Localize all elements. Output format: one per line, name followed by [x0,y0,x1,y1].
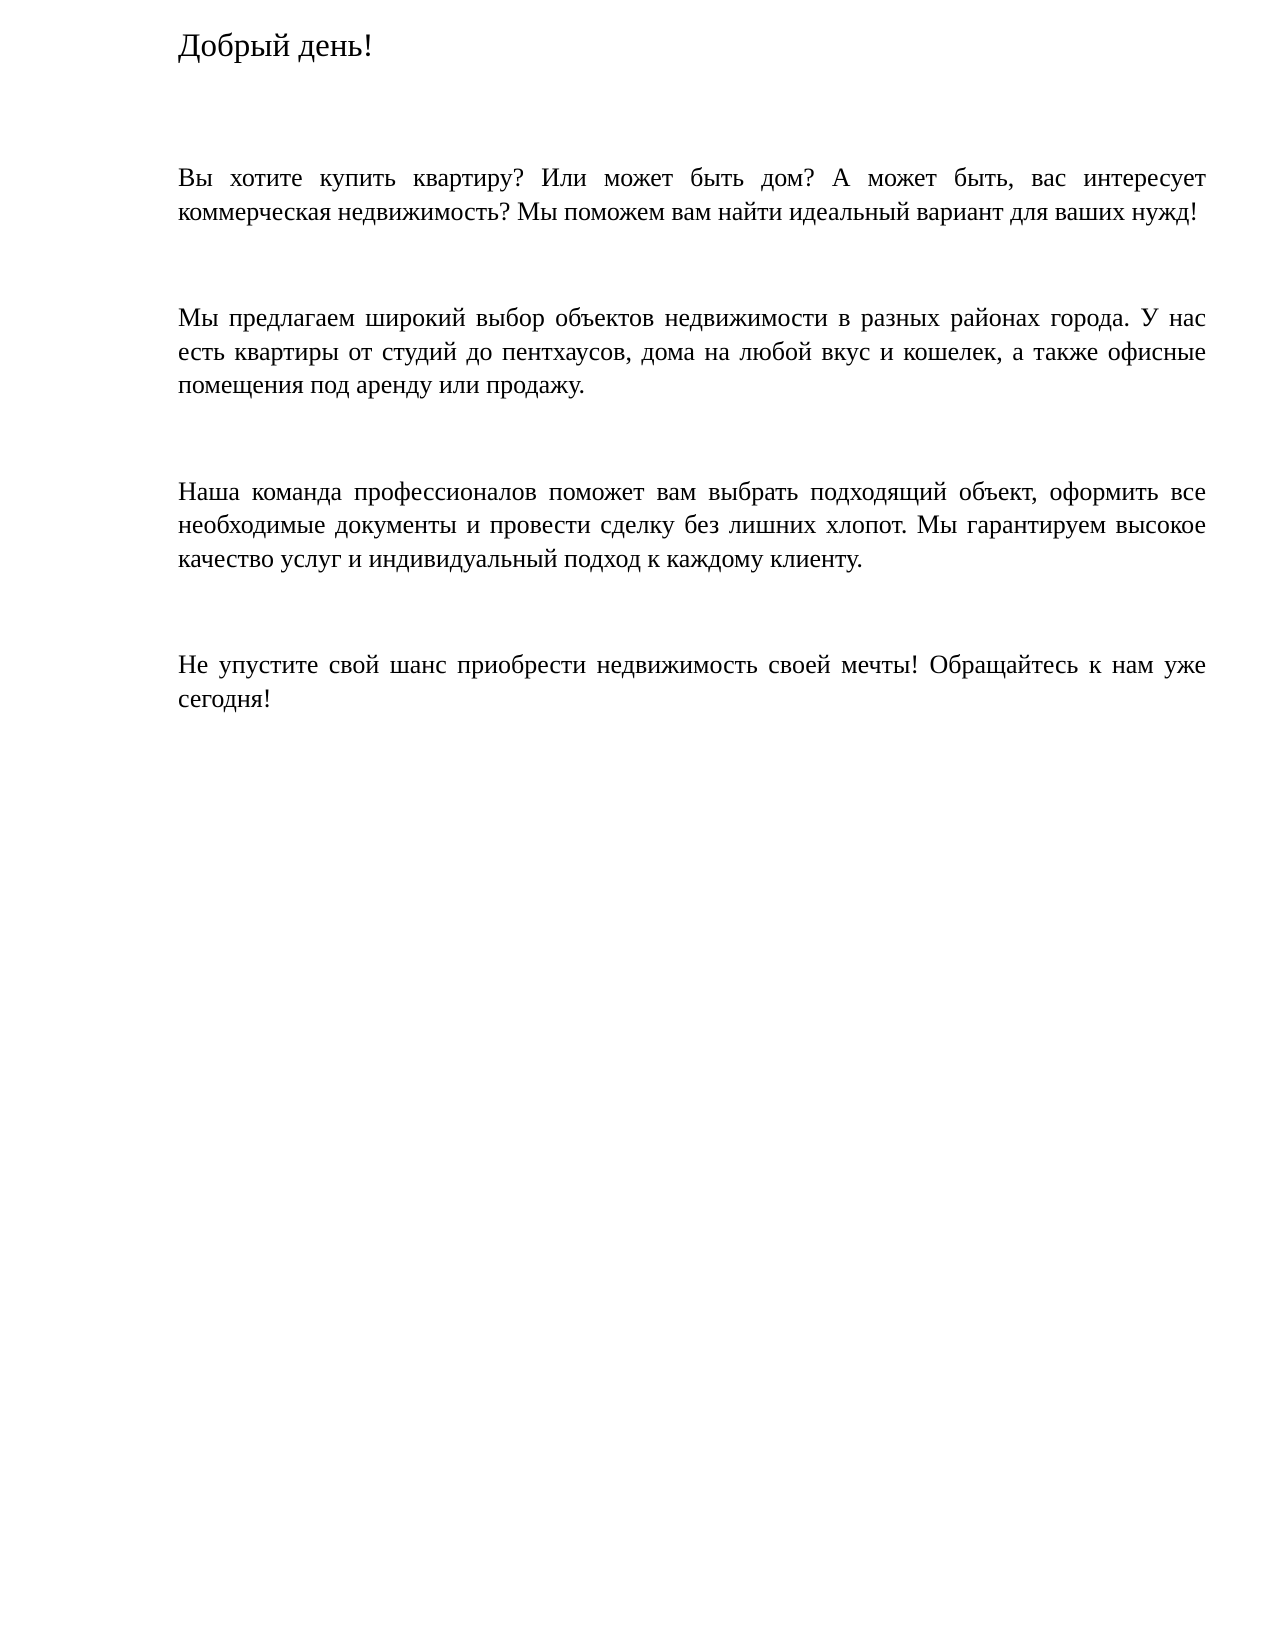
document-body [178,24,1206,715]
paragraph-property-choice: Мы предлагаем широкий выбор объектов недвижимости в разных районах города. У нас есть квартиры от студий до пентхаусов, дома на любой вкус и кошелек, а также офисные помещения под аренду или продажу. [178,303,1206,399]
paragraph-offer-intro: Вы хотите купить квартиру? Или может быть дом? А может быть, вас интересует коммерческая недвижимость? Мы поможем вам найти идеальный вариант для ваших нужд! [178,163,1206,226]
paragraph-team: Наша команда профессионалов поможет вам выбрать подходящий объект, оформить все необходимые документы и провести сделку без лишних хлопот. Мы гарантируем высокое качество услуг и индивидуальный подход к каждому клиенту. [178,476,1206,573]
greeting-heading: Добрый день! [178,28,374,64]
paragraph-call-to-action: Не упустите свой шанс приобрести недвижимость своей мечты! Обращайтесь к нам уже сегодня! [178,650,1206,713]
